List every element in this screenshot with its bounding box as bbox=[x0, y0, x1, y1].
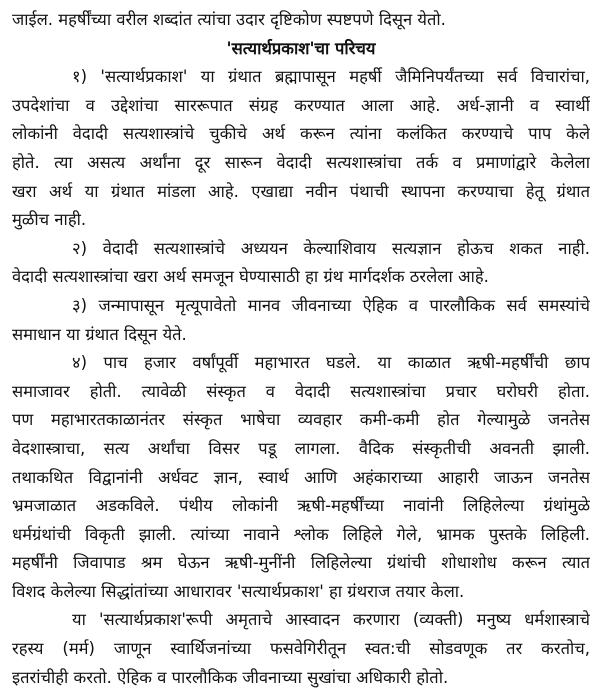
paragraph-5 bbox=[12, 606, 590, 692]
paragraph-line: समाधान या ग्रंथात दिसून येते. bbox=[12, 324, 187, 344]
paragraph-line: समाजावर होती. त्यावेळी संस्कृत व वेदादी सत्यशास्त्रांचा प्रचार घरोघरी होता. bbox=[12, 381, 590, 401]
paragraph-line: धर्मग्रंथांची विकृती झाली. त्यांच्या नावाने श्लोक लिहिले गेले, भ्रामक पुस्तके लिहिली. bbox=[12, 524, 590, 544]
paragraph-line: उपदेशांचा व उद्देशांचा साररूपात संग्रह करण्यात आला आहे. अर्ध-ज्ञानी व स्वार्थी bbox=[12, 95, 590, 115]
paragraph-line: वेदशास्त्राचा, सत्य अर्थांचा विसर पडू लागला. वैदिक संस्कृतीची अवनती झाली. bbox=[12, 438, 590, 458]
section-heading: 'सत्यार्थप्रकाश'चा परिचय bbox=[226, 38, 376, 58]
paragraph-line: २) वेदादी सत्यशास्त्रांचे अध्ययन केल्याशिवाय सत्यज्ञान होऊच शकत नाही. bbox=[72, 238, 590, 258]
paragraph-line: वेदादी सत्यशास्त्रांचा खरा अर्थ समजून घेण्यासाठी हा ग्रंथ मार्गदर्शक ठरलेला आहे. bbox=[12, 267, 489, 287]
paragraph-1 bbox=[12, 63, 590, 235]
paragraph-line: खरा अर्थ या ग्रंथात मांडला आहे. एखाद्या नवीन पंथाची स्थापना करण्याचा हेतू ग्रंथात bbox=[12, 181, 590, 201]
paragraph-line: या 'सत्यार्थप्रकाश'रूपी अमृताचे आस्वादन करणारा (व्यक्ती) मनुष्य धर्मशास्त्राचे bbox=[72, 610, 590, 630]
paragraph-line: लोकांनी वेदादी सत्यशास्त्रांचे चुकीचे अर्थ करून त्यांना कलंकित करण्याचे पाप केले bbox=[12, 124, 590, 144]
paragraph-line: इतरांचीही करतो. ऐहिक व पारलौकिक जीवनाच्या सुखांचा अधिकारी होतो. bbox=[12, 667, 449, 687]
paragraph-line: १) 'सत्यार्थप्रकाश' या ग्रंथात ब्रह्मापासून महर्षी जैमिनिपर्यंतच्या सर्व विचारांचा, bbox=[72, 67, 590, 87]
paragraph-3 bbox=[12, 292, 590, 349]
paragraph-4 bbox=[12, 349, 590, 606]
paragraph-line: तथाकथित विद्वानांनी अर्धवट ज्ञान, स्वार्थ आणि अहंकाराच्या आहारी जाऊन जनतेस bbox=[12, 467, 590, 487]
paragraph-line: महर्षींनी जिवापाड श्रम घेऊन ऋषी-मुनींनी लिहिलेल्या ग्रंथांची शोधाशोध करून त्यात bbox=[12, 553, 590, 573]
paragraph-line: भ्रमजाळात अडकविले. पंथीय लोकांनी ऋषी-महर्षींच्या नावांनी लिहिलेल्या ग्रंथांमुळे bbox=[12, 496, 590, 516]
paragraph-line: होते. त्या असत्य अर्थांना दूर सारून वेदादी सत्यशास्त्रांचा तर्क व प्रमाणांद्वारे केलेला bbox=[12, 152, 590, 172]
paragraph-line: विशद केलेल्या सिद्धांतांच्या आधारावर 'सत्यार्थप्रकाश' हा ग्रंथराज तयार केला. bbox=[12, 581, 465, 601]
intro-line: जाईल. महर्षींच्या वरील शब्दांत त्यांचा उदार दृष्टिकोण स्पष्टपणे दिसून येतो. bbox=[12, 10, 446, 29]
paragraph-line: पण महाभारतकाळानंतर संस्कृत भाषेचा व्यवहार कमी-कमी होत गेल्यामुळे जनतेस bbox=[12, 410, 590, 430]
paragraph-2 bbox=[12, 235, 590, 292]
paragraph-line: मुळीच नाही. bbox=[12, 210, 87, 230]
paragraph-line: ३) जन्मापासून मृत्यूपावेतो मानव जीवनाच्या ऐहिक व पारलौकिक सर्व समस्यांचे bbox=[72, 295, 590, 315]
paragraph-line: रहस्य (मर्म) जाणून स्वार्थिजनांच्या फसवेगिरीतून स्वत:ची सोडवणूक तर करतोच, bbox=[12, 639, 590, 659]
paragraph-line: ४) पाच हजार वर्षांपूर्वी महाभारत घडले. या काळात ऋषी-महर्षींची छाप bbox=[72, 353, 590, 373]
